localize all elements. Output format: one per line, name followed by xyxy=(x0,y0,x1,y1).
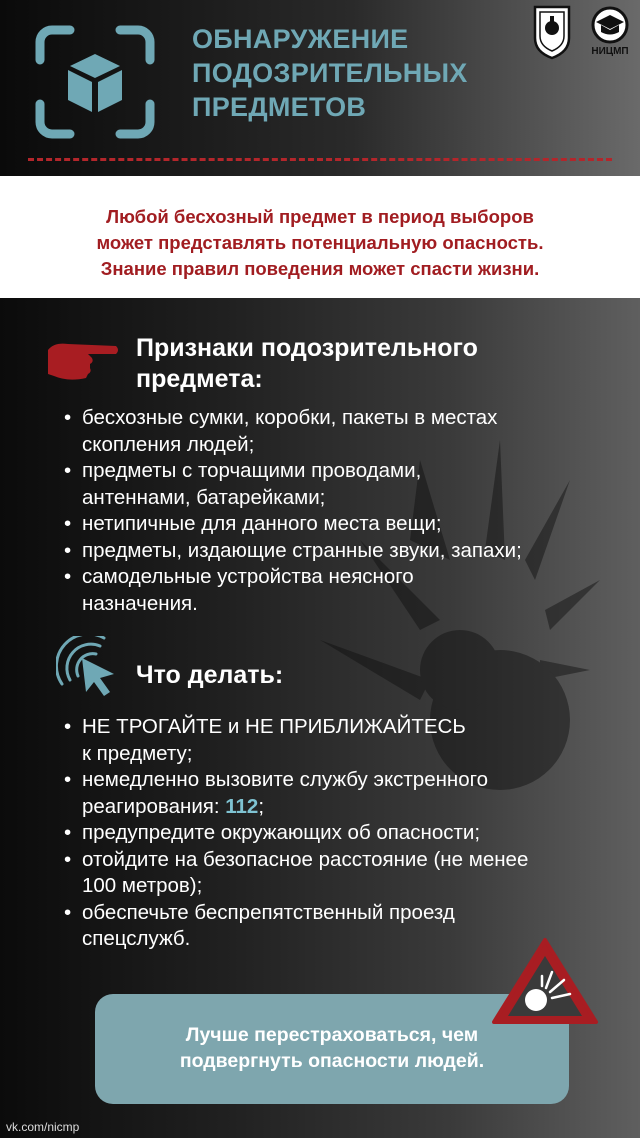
list-item xyxy=(64,767,528,820)
list-item xyxy=(64,538,522,565)
list-item-text: • предметы, издающие странные звуки, запахи; xyxy=(82,538,522,562)
callout-line-1: Лучше перестраховаться, чем xyxy=(185,1024,479,1046)
title-line-3: ПРЕДМЕТОВ xyxy=(192,92,367,122)
list-item xyxy=(64,511,522,538)
list-item-text: • предметы с торчащими проводами, xyxy=(82,459,422,482)
logo-text: НИЦМП xyxy=(591,46,629,57)
list-item-text: антеннами, батарейками; xyxy=(82,485,326,509)
list-item xyxy=(64,820,528,847)
list-item-text: • немедленно вызовите службу экстренного xyxy=(82,768,489,791)
emblem-icon xyxy=(532,4,572,60)
list-item-text: ; xyxy=(258,794,265,818)
list-item-text: к предмету; xyxy=(82,741,193,765)
list-item xyxy=(64,847,528,900)
signs-list xyxy=(64,405,522,617)
intro-line-3: Знание правил поведения может спасти жизни. xyxy=(100,258,540,279)
page-title xyxy=(192,22,468,124)
list-item-text xyxy=(82,794,528,821)
cursor-click-icon xyxy=(56,636,120,700)
actions-list xyxy=(64,714,528,953)
emergency-number: 112 xyxy=(225,794,259,818)
title-line-1: ОБНАРУЖЕНИЕ xyxy=(192,24,409,54)
list-item-text: • НЕ ТРОГАЙТЕ и НЕ ПРИБЛИЖАЙТЕСЬ xyxy=(82,715,466,738)
signs-heading xyxy=(136,333,478,395)
callout-line-2: подвергнуть опасности людей. xyxy=(179,1050,485,1072)
pointing-hand-icon xyxy=(44,338,120,382)
list-item-text: реагирования: xyxy=(82,794,226,818)
list-item xyxy=(64,564,522,617)
nicmp-logo-icon xyxy=(584,6,636,64)
intro-line-2: может представлять потенциальную опасность. xyxy=(96,232,544,253)
list-item xyxy=(64,714,528,767)
signs-heading-line-1: Признаки подозрительного xyxy=(136,334,478,362)
list-item-text: • отойдите на безопасное расстояние (не менее xyxy=(82,847,529,871)
list-item-text: 100 метров); xyxy=(82,874,203,897)
actions-heading: Что делать: xyxy=(136,661,284,689)
list-item xyxy=(64,405,522,458)
cube-scan-icon xyxy=(34,24,156,140)
list-item-text: спецслужб. xyxy=(82,927,191,950)
source-footer: vk.com/nicmp xyxy=(6,1120,80,1134)
intro-text xyxy=(20,204,620,282)
callout-text xyxy=(95,1022,569,1074)
list-item-text: • самодельные устройства неясного xyxy=(82,565,414,588)
list-item-text: • бесхозные сумки, коробки, пакеты в местах xyxy=(82,406,498,429)
header xyxy=(0,0,640,176)
list-item-text: • нетипичные для данного места вещи; xyxy=(82,512,442,535)
list-item-text: скопления людей; xyxy=(82,432,255,456)
list-item xyxy=(64,458,522,511)
list-item-text: назначения. xyxy=(82,591,198,615)
list-item-text: • обеспечьте беспрепятственный проезд xyxy=(82,900,455,924)
explosion-warning-icon xyxy=(490,936,600,1026)
intro-line-1: Любой бесхозный предмет в период выборов xyxy=(106,206,534,227)
title-line-2: ПОДОЗРИТЕЛЬНЫХ xyxy=(192,58,468,88)
intro-banner xyxy=(0,176,640,298)
list-item xyxy=(64,900,528,953)
list-item-text: • предупредите окружающих об опасности; xyxy=(82,821,481,844)
divider xyxy=(28,158,612,161)
signs-heading-line-2: предмета: xyxy=(136,365,263,393)
